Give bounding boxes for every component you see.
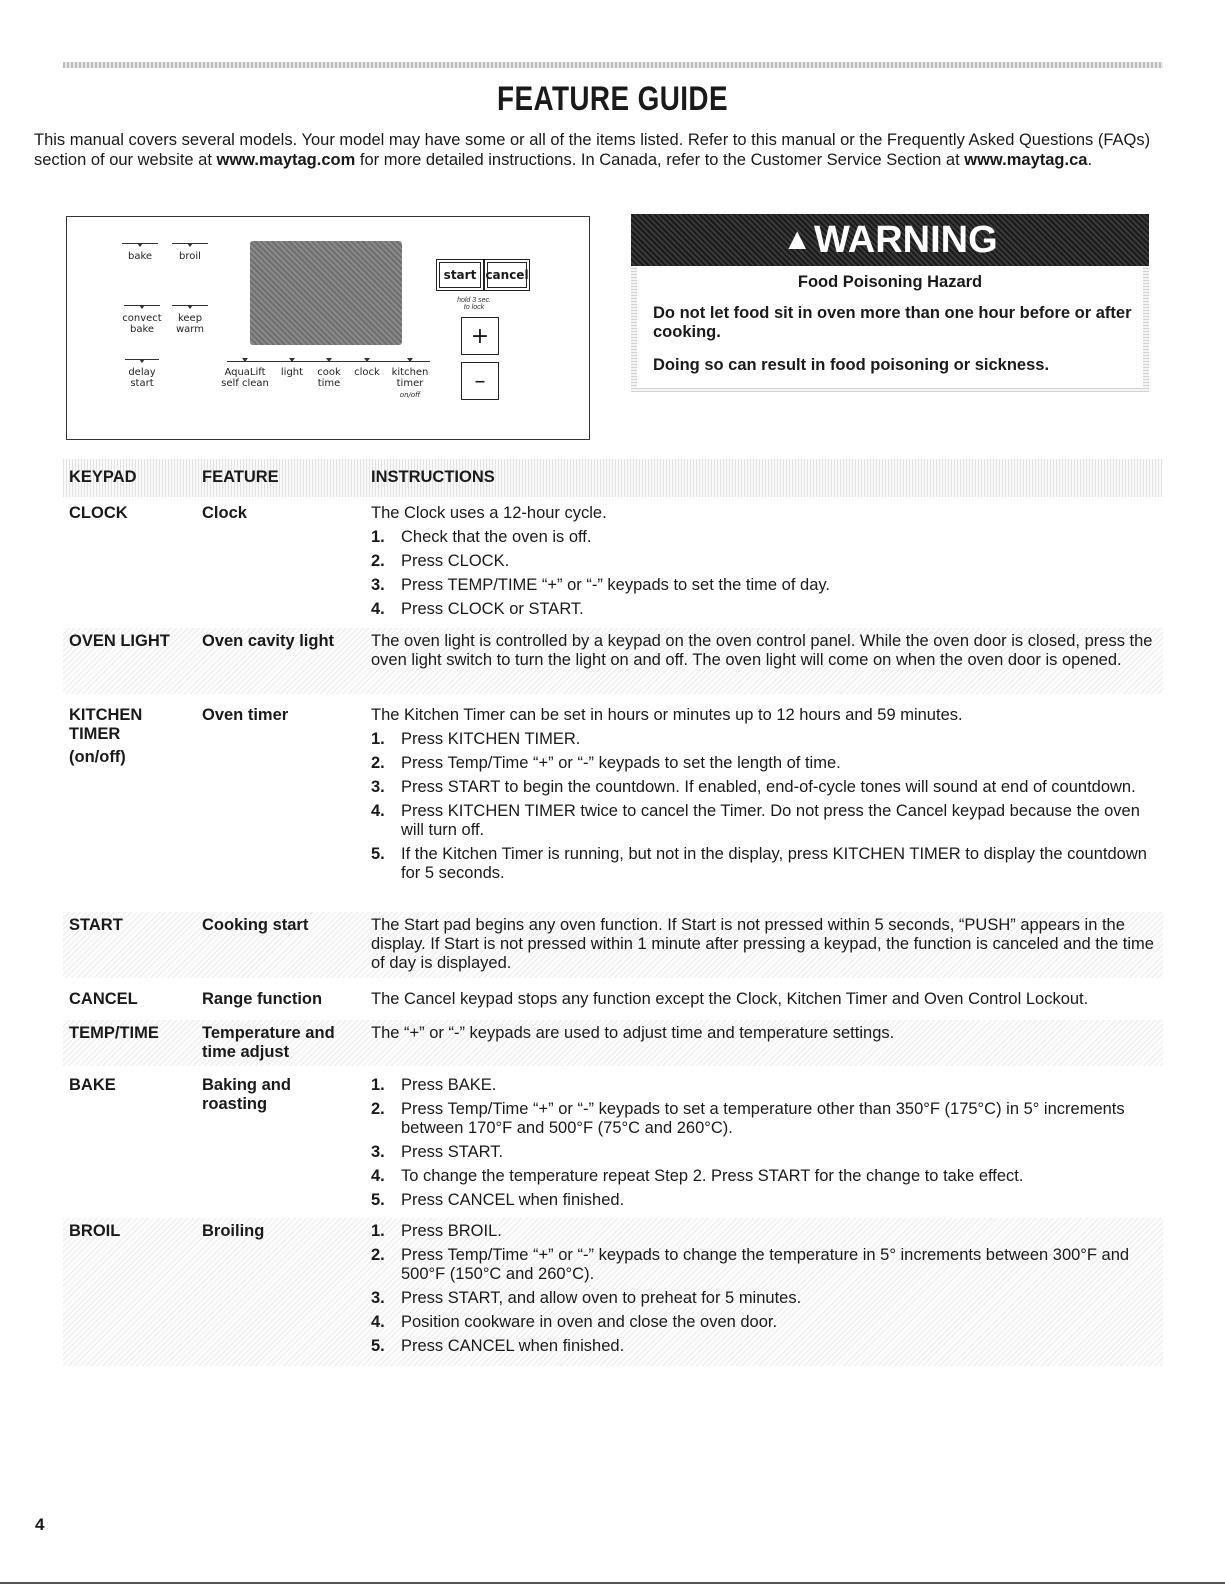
cook-time-key	[311, 359, 347, 389]
hold-to-lock-note	[444, 297, 504, 311]
instruction-step	[371, 754, 1161, 773]
page-title: FEATURE GUIDE	[497, 80, 728, 118]
instruction-step	[371, 845, 1161, 883]
row-feature: Clock	[202, 504, 247, 522]
instruction-step	[371, 528, 1161, 547]
row-feature: Oven cavity light	[202, 632, 335, 650]
intro-text: for more detailed instructions. In Canada, refer to the Customer Service Section at	[355, 150, 965, 169]
on-off-label: on/off	[399, 391, 421, 399]
light-key	[275, 359, 309, 378]
keep-label: keep	[177, 313, 203, 324]
step-number: 2.	[371, 754, 385, 772]
instruction-step	[371, 1100, 1161, 1138]
row-feature: Cooking start	[202, 916, 309, 934]
step-number: 4.	[371, 1167, 385, 1185]
instruction-step	[371, 1313, 1161, 1332]
control-panel-illustration	[66, 216, 590, 440]
warm-label: warm	[176, 324, 204, 335]
warning-box	[631, 214, 1149, 392]
step-number: 3.	[371, 778, 385, 796]
step-number: 2.	[371, 1246, 385, 1264]
intro-text: This manual covers several models. Your model may have some or all of the items listed. Refer to this manual or the Frequently Asked Questions (FAQs) section of our website at	[34, 131, 1151, 169]
row-instructions	[371, 504, 1161, 619]
kitchen-timer-key	[385, 359, 435, 401]
instruction-step	[371, 778, 1161, 797]
row-keypad: BROIL	[69, 1222, 121, 1240]
step-text: Check that the oven is off.	[401, 528, 592, 546]
step-text: Press CANCEL when finished.	[401, 1191, 625, 1209]
step-text: Press CANCEL when finished.	[401, 1337, 625, 1355]
row-instructions	[371, 632, 1161, 670]
warning-triangle-icon: ▲	[782, 223, 813, 256]
cancel-button: cancel	[484, 259, 530, 291]
instruction-step	[371, 576, 1161, 595]
step-number: 3.	[371, 1289, 385, 1307]
row-keypad: OVEN LIGHT	[69, 632, 170, 650]
instruction-step	[371, 1167, 1161, 1186]
step-number: 2.	[371, 1100, 385, 1118]
step-number: 1.	[371, 1076, 385, 1094]
instruction-step	[371, 1191, 1161, 1210]
instruction-step	[371, 730, 1161, 749]
row-feature: Range function	[202, 990, 323, 1008]
step-text: Press CLOCK.	[401, 552, 510, 570]
start-button: start	[436, 259, 484, 291]
intro-text: .	[1087, 150, 1093, 169]
step-text: Press CLOCK or START.	[401, 600, 584, 618]
table-header	[63, 459, 1163, 497]
warning-hazard: Food Poisoning Hazard	[797, 273, 983, 291]
step-text: Press BAKE.	[401, 1076, 497, 1094]
step-number: 5.	[371, 1337, 385, 1355]
clock-key	[349, 359, 385, 378]
broil-label: broil	[179, 251, 201, 262]
bottom-divider	[0, 1582, 1225, 1584]
table-row	[63, 1218, 1163, 1366]
header-feature: FEATURE	[202, 468, 279, 486]
keypad-label: KITCHEN TIMER	[69, 706, 143, 743]
warning-content	[637, 266, 1143, 388]
instruction-lead: The Start pad begins any oven function. If Start is not pressed within 5 seconds, “PUSH” appears in the display. If Start is not pressed within 1 minute after pressing a keypad, the function is canceled and the time of day is displayed.	[371, 916, 1154, 972]
bake-label: bake	[127, 251, 153, 262]
row-keypad: START	[69, 916, 123, 934]
instruction-lead: The Clock uses a 12-hour cycle.	[371, 504, 607, 522]
row-instructions	[371, 916, 1161, 973]
header-keypad: KEYPAD	[69, 468, 137, 486]
instruction-step	[371, 1289, 1161, 1308]
plus-button: +	[461, 317, 499, 355]
clock-label: clock	[354, 367, 380, 378]
table-row	[63, 628, 1163, 694]
broil-key	[169, 243, 211, 262]
page-number: 4	[35, 1515, 45, 1534]
warning-heading: WARNING	[814, 219, 998, 261]
instruction-step	[371, 552, 1161, 571]
row-keypad: TEMP/TIME	[69, 1024, 159, 1042]
row-feature: Temperature and time adjust	[202, 1024, 335, 1061]
row-instructions	[371, 706, 1161, 883]
row-instructions	[371, 1217, 1161, 1356]
step-text: If the Kitchen Timer is running, but not in the display, press KITCHEN TIMER to display the countdown for 5 seconds.	[401, 845, 1147, 882]
instruction-step	[371, 1143, 1161, 1162]
intro-paragraph	[34, 131, 1184, 170]
step-text: Press START to begin the countdown. If enabled, end-of-cycle tones will sound at end of countdown.	[401, 778, 1136, 796]
instruction-step	[371, 1246, 1161, 1284]
instruction-lead: The Cancel keypad stops any function except the Clock, Kitchen Timer and Oven Control Lockout.	[371, 990, 1089, 1008]
step-text: Press START, and allow oven to preheat for 5 minutes.	[401, 1289, 802, 1307]
top-divider	[63, 62, 1163, 68]
step-text: Press Temp/Time “+” or “-” keypads to change the temperature in 5° increments between 300°F and 500°F (150°C and 260°C).	[401, 1246, 1130, 1283]
timer-label: timer	[396, 378, 424, 389]
step-number: 1.	[371, 1222, 385, 1240]
kitchen-label: kitchen	[391, 367, 429, 378]
warning-line-2: Doing so can result in food poisoning or sickness.	[653, 356, 1050, 374]
delay-start-key	[123, 359, 161, 389]
step-text: Press BROIL.	[401, 1222, 502, 1240]
instruction-step	[371, 1076, 1161, 1095]
row-instructions	[371, 1024, 1161, 1043]
time-label: time	[317, 378, 341, 389]
row-instructions	[371, 1071, 1161, 1210]
row-feature: Baking and roasting	[202, 1076, 291, 1113]
warning-header	[631, 214, 1149, 266]
step-text: Press KITCHEN TIMER.	[401, 730, 581, 748]
row-feature: Broiling	[202, 1222, 265, 1240]
step-text: Press KITCHEN TIMER twice to cancel the Timer. Do not press the Cancel keypad because the oven will turn off.	[401, 802, 1140, 839]
instruction-step	[371, 600, 1161, 619]
bake-label: bake	[129, 324, 155, 335]
instruction-lead: The Kitchen Timer can be set in hours or minutes up to 12 hours and 59 minutes.	[371, 706, 963, 724]
keep-warm-key	[169, 305, 211, 335]
oven-display	[250, 241, 402, 345]
instruction-lead: The “+” or “-” keypads are used to adjust time and temperature settings.	[371, 1024, 895, 1042]
step-number: 4.	[371, 1313, 385, 1331]
aqualift-label: AquaLift	[224, 367, 266, 378]
step-number: 4.	[371, 802, 385, 820]
convect-bake-key	[119, 305, 165, 335]
step-number: 3.	[371, 1143, 385, 1161]
lock-text: to lock	[463, 304, 485, 311]
instruction-step	[371, 802, 1161, 840]
table-row	[63, 500, 1163, 626]
step-number: 3.	[371, 576, 385, 594]
warning-line-1: Do not let food sit in oven more than one hour before or after cooking.	[653, 304, 1132, 341]
aqualift-key	[217, 359, 273, 389]
step-number: 1.	[371, 528, 385, 546]
instruction-step	[371, 1222, 1161, 1241]
self-clean-label: self clean	[221, 378, 269, 389]
row-keypad: CANCEL	[69, 990, 138, 1008]
maytag-ca-link[interactable]: www.maytag.ca	[964, 150, 1088, 169]
row-keypad: CLOCK	[69, 504, 128, 522]
step-text: Press Temp/Time “+” or “-” keypads to set a temperature other than 350°F (175°C) in 5° increments between 170°F and 500°F (75°C and 260°C).	[401, 1100, 1125, 1137]
step-number: 5.	[371, 1191, 385, 1209]
instruction-step	[371, 1337, 1161, 1356]
keypad-sublabel: (on/off)	[69, 748, 126, 766]
maytag-com-link[interactable]: www.maytag.com	[216, 150, 356, 169]
step-number: 4.	[371, 600, 385, 618]
instruction-lead: The oven light is controlled by a keypad on the oven control panel. While the oven door is closed, press the oven light switch to turn the light on and off. The oven light will come on when the oven door is opened.	[371, 632, 1153, 669]
convect-label: convect	[122, 313, 162, 324]
minus-button: –	[461, 362, 499, 400]
table-row	[63, 1072, 1163, 1210]
row-keypad	[69, 706, 199, 767]
step-text: To change the temperature repeat Step 2. Press START for the change to take effect.	[401, 1167, 1024, 1185]
step-number: 5.	[371, 845, 385, 863]
row-feature: Oven timer	[202, 706, 289, 724]
header-instructions: INSTRUCTIONS	[371, 468, 495, 486]
cook-label: cook	[317, 367, 341, 378]
step-text: Press Temp/Time “+” or “-” keypads to set the length of time.	[401, 754, 841, 772]
delay-label: delay	[128, 367, 156, 378]
bake-key	[119, 243, 161, 262]
start-label: start	[130, 378, 154, 389]
table-row	[63, 702, 1163, 902]
row-keypad: BAKE	[69, 1076, 116, 1094]
light-label: light	[280, 367, 304, 378]
table-row	[63, 986, 1163, 1012]
step-text: Press TEMP/TIME “+” or “-” keypads to set the time of day.	[401, 576, 830, 594]
step-number: 2.	[371, 552, 385, 570]
step-number: 1.	[371, 730, 385, 748]
hold-text: hold 3 sec.	[457, 297, 491, 304]
row-instructions	[371, 990, 1171, 1009]
step-text: Press START.	[401, 1143, 504, 1161]
step-text: Position cookware in oven and close the oven door.	[401, 1313, 778, 1331]
table-row	[63, 1020, 1163, 1066]
table-row	[63, 912, 1163, 978]
